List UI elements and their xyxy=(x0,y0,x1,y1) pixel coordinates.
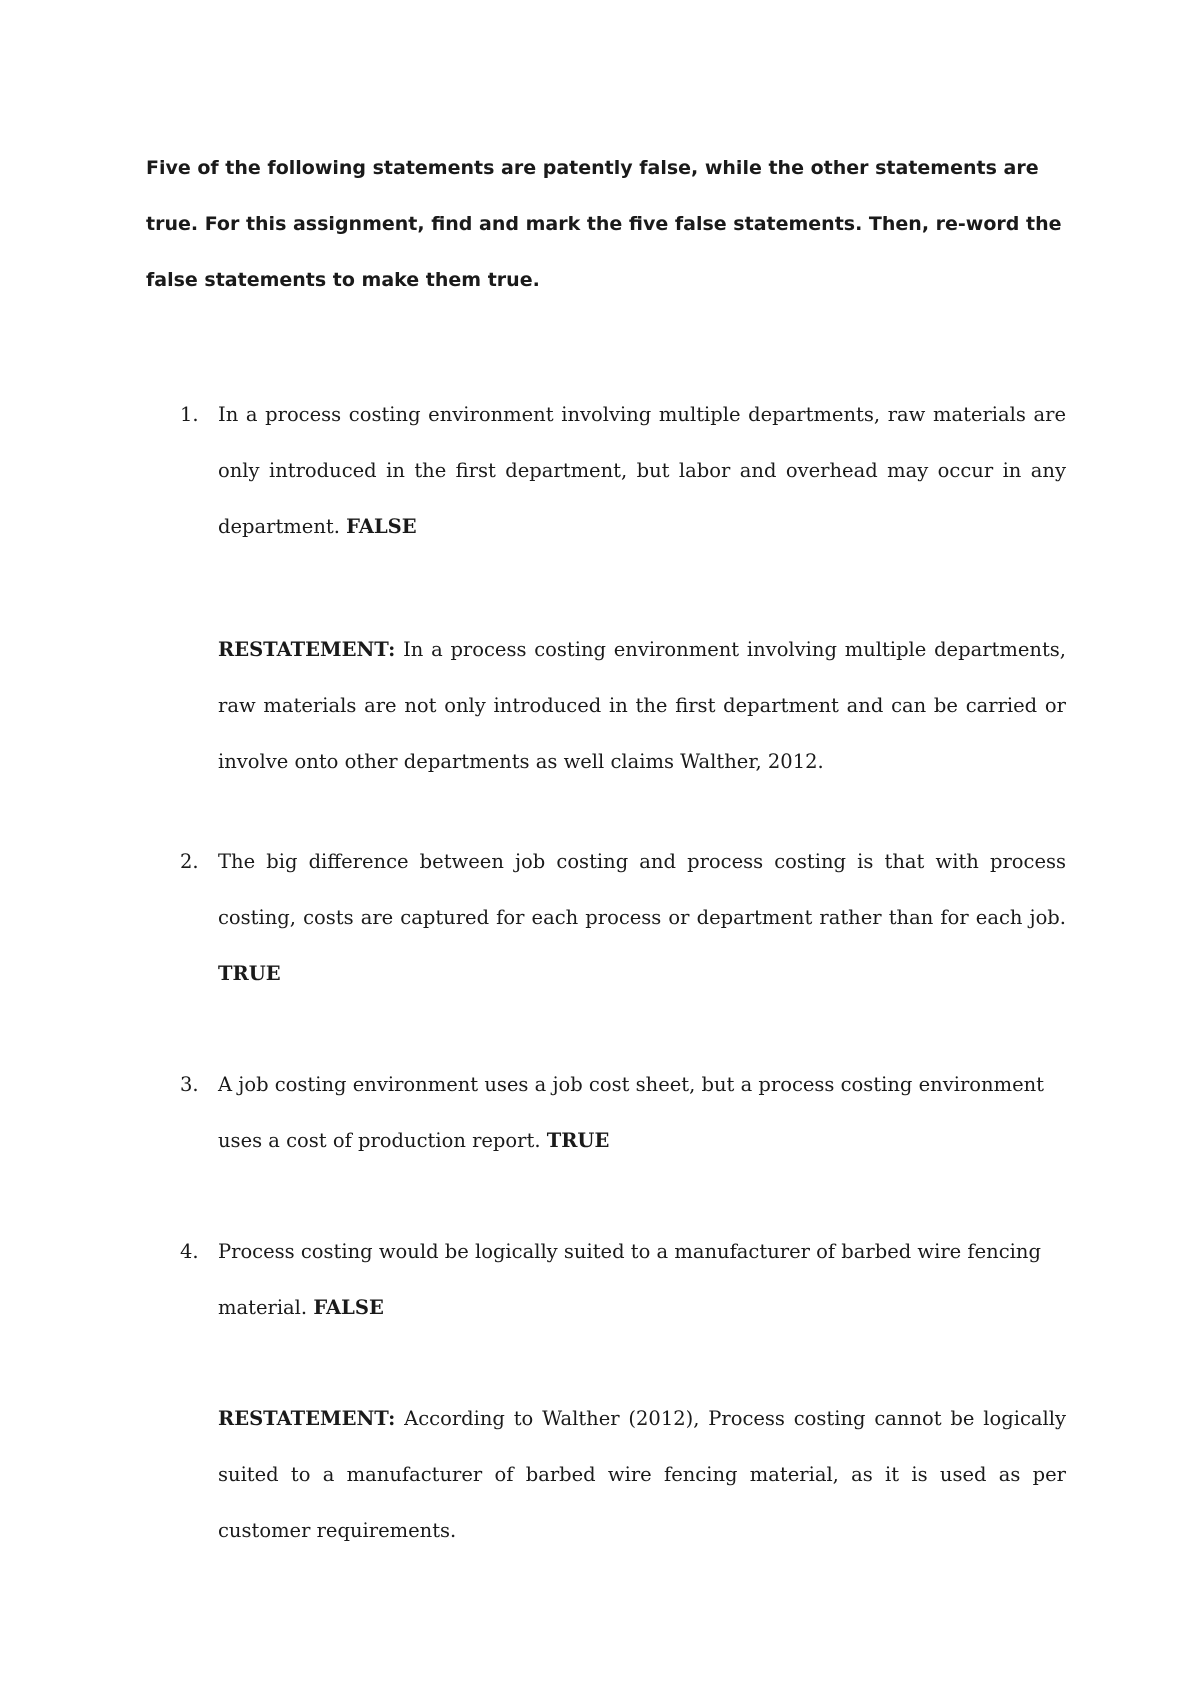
answer-label: TRUE xyxy=(218,962,281,985)
item-number: 1. xyxy=(180,403,199,426)
restatement-paragraph xyxy=(218,622,1066,790)
answer-label: FALSE xyxy=(346,515,417,538)
list-item xyxy=(146,1224,1066,1336)
statement-text: The big difference between job costing and process costing is that with process costing, costs are captured for each process or department rather than for each job. TRUE xyxy=(218,850,1066,985)
restatement-text: In a process costing environment involving multiple departments, raw materials are not only introduced in the first department and can be carried or involve onto other departments as well claims Walther, 2012. xyxy=(218,638,1066,773)
instructions-paragraph: Five of the following statements are patently false, while the other statements are true. For this assignment, find and mark the five false statements. Then, re-word the false statements to make them true. xyxy=(146,157,1062,291)
item-number: 4. xyxy=(180,1240,199,1263)
item-number: 3. xyxy=(180,1073,199,1096)
answer-label: FALSE xyxy=(313,1296,384,1319)
restatement-label: RESTATEMENT: xyxy=(218,638,396,661)
answer-label: TRUE xyxy=(546,1129,610,1152)
restatement-label: RESTATEMENT: xyxy=(218,1407,396,1430)
list-item xyxy=(146,834,1066,1002)
statement-text: A job costing environment uses a job cost sheet, but a process costing environment uses a cost of production report. TRUE xyxy=(218,1073,1045,1152)
restatement-paragraph xyxy=(218,1391,1066,1559)
restatement-text: According to Walther (2012), Process costing cannot be logically suited to a manufacturer of barbed wire fencing material, as it is used as per customer requirements. xyxy=(218,1407,1066,1542)
item-number: 2. xyxy=(180,850,199,873)
statement-text: Process costing would be logically suited to a manufacturer of barbed wire fencing material. FALSE xyxy=(218,1240,1041,1319)
statement-text: In a process costing environment involving multiple departments, raw materials are only introduced in the first department, but labor and overhead may occur in any department. FALSE xyxy=(218,403,1066,538)
list-item xyxy=(146,1057,1066,1169)
list-item xyxy=(146,387,1066,555)
